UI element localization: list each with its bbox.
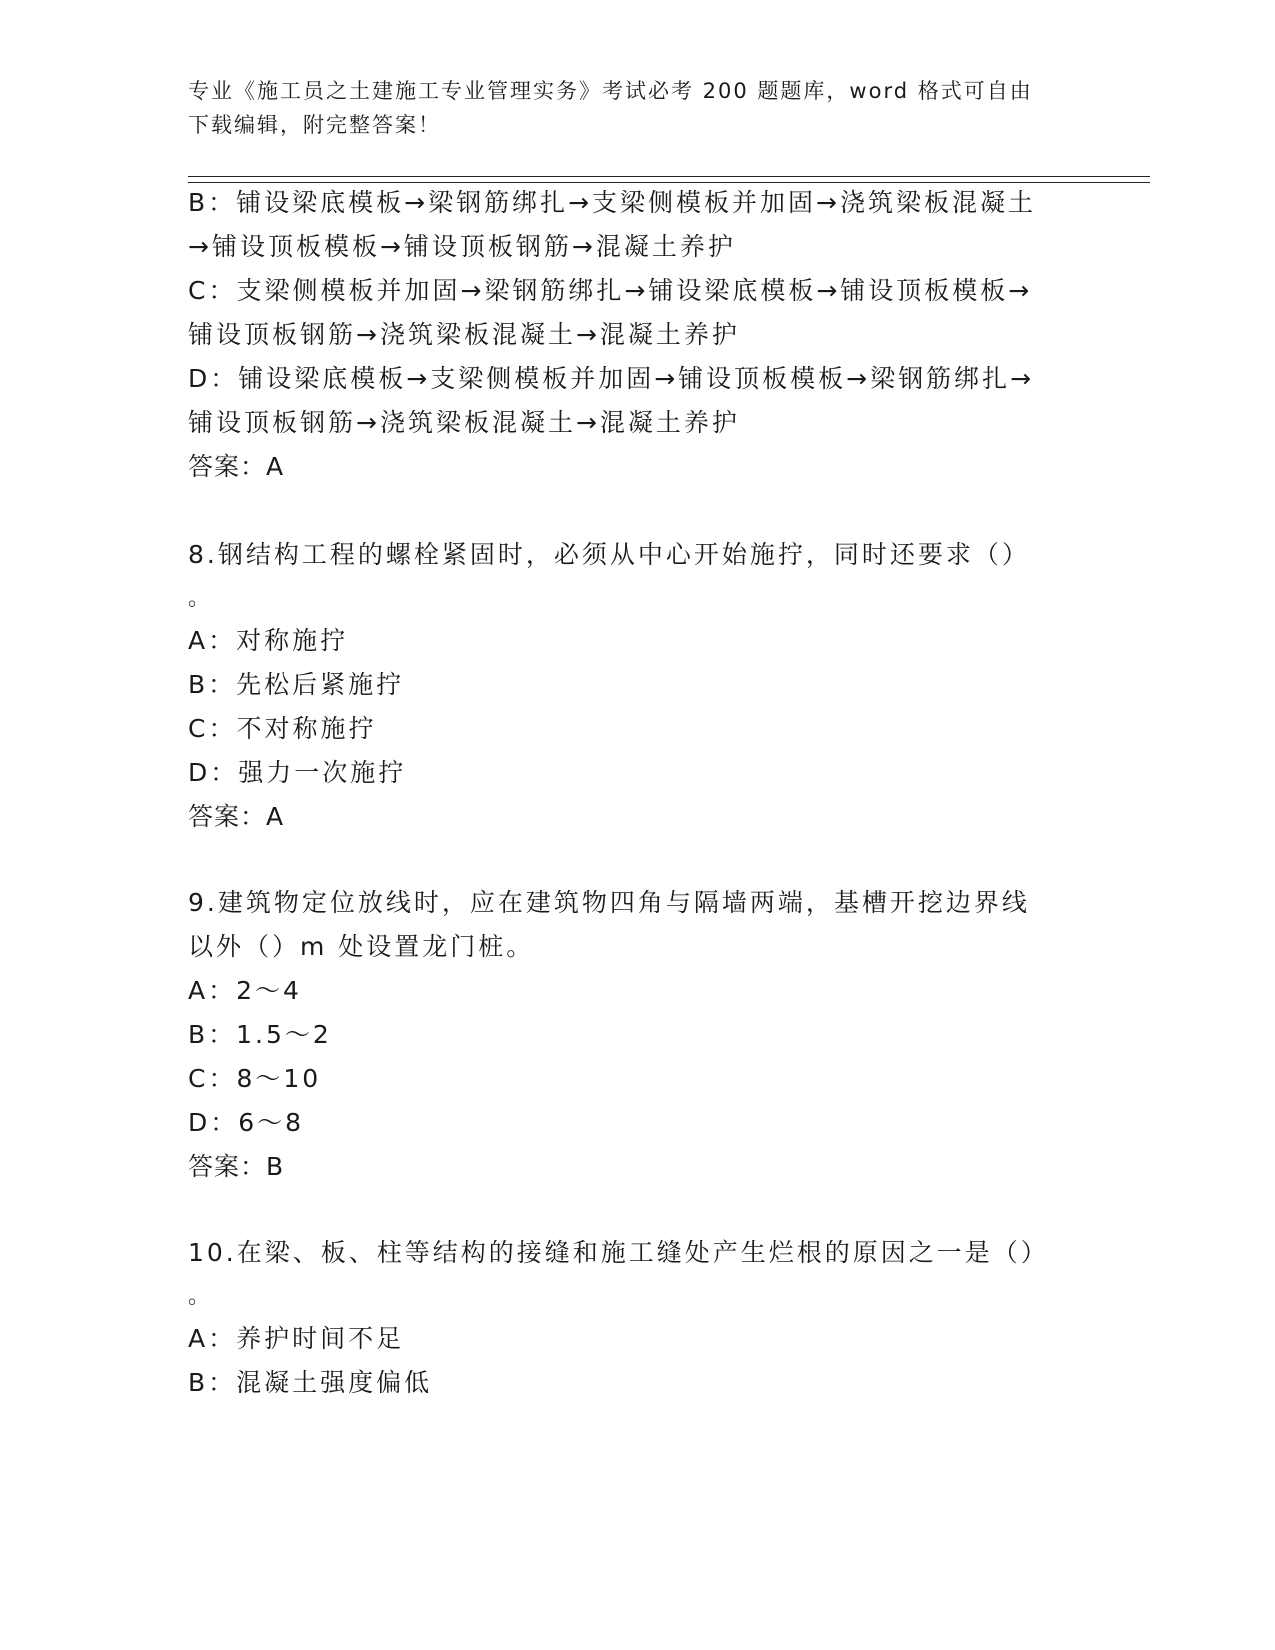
header-rule-top xyxy=(188,176,1150,177)
q9-option-c: C：8～10 xyxy=(188,1064,322,1093)
q9-stem-line-2: 以外（）m 处设置龙门桩。 xyxy=(188,932,535,961)
document-header xyxy=(188,74,1068,142)
q8-stem-line-2: 。 xyxy=(188,586,214,611)
q8-stem-line-1: 8.钢结构工程的螺栓紧固时，必须从中心开始施拧，同时还要求（） xyxy=(188,540,1030,569)
q9-option-a: A：2～4 xyxy=(188,976,302,1005)
q10-stem-line-2: 。 xyxy=(188,1284,214,1309)
q9-option-b: B：1.5～2 xyxy=(188,1020,332,1049)
q8-option-b: B：先松后紧施拧 xyxy=(188,670,405,699)
header-rule-bottom xyxy=(188,182,1150,183)
q7-option-b-line-1: B：铺设梁底模板→梁钢筋绑扎→支梁侧模板并加固→浇筑梁板混凝土 xyxy=(188,188,1036,217)
q8-option-d: D：强力一次施拧 xyxy=(188,758,407,787)
q9-option-d: D：6～8 xyxy=(188,1108,305,1137)
q7-answer: 答案：A xyxy=(188,452,285,481)
header-line-1: 专业《施工员之土建施工专业管理实务》考试必考 200 题题库，word 格式可自由 xyxy=(188,79,1033,103)
q7-option-c-line-1: C：支梁侧模板并加固→梁钢筋绑扎→铺设梁底模板→铺设顶板模板→ xyxy=(188,276,1033,305)
q7-option-d-line-2: 铺设顶板钢筋→浇筑梁板混凝土→混凝土养护 xyxy=(188,408,740,437)
q7-option-d-line-1: D：铺设梁底模板→支梁侧模板并加固→铺设顶板模板→梁钢筋绑扎→ xyxy=(188,364,1035,393)
q10-stem-line-1: 10.在梁、板、柱等结构的接缝和施工缝处产生烂根的原因之一是（） xyxy=(188,1238,1049,1267)
q10-option-b: B：混凝土强度偏低 xyxy=(188,1368,433,1397)
header-line-2: 下载编辑，附完整答案！ xyxy=(188,113,441,137)
q9-stem-line-1: 9.建筑物定位放线时，应在建筑物四角与隔墙两端，基槽开挖边界线 xyxy=(188,888,1030,917)
q8-option-a: A：对称施拧 xyxy=(188,626,349,655)
q9-answer: 答案：B xyxy=(188,1152,285,1181)
q8-option-c: C：不对称施拧 xyxy=(188,714,377,743)
q8-answer: 答案：A xyxy=(188,802,285,831)
q7-option-b-line-2: →铺设顶板模板→铺设顶板钢筋→混凝土养护 xyxy=(188,232,736,261)
q10-option-a: A：养护时间不足 xyxy=(188,1324,405,1353)
q7-option-c-line-2: 铺设顶板钢筋→浇筑梁板混凝土→混凝土养护 xyxy=(188,320,740,349)
